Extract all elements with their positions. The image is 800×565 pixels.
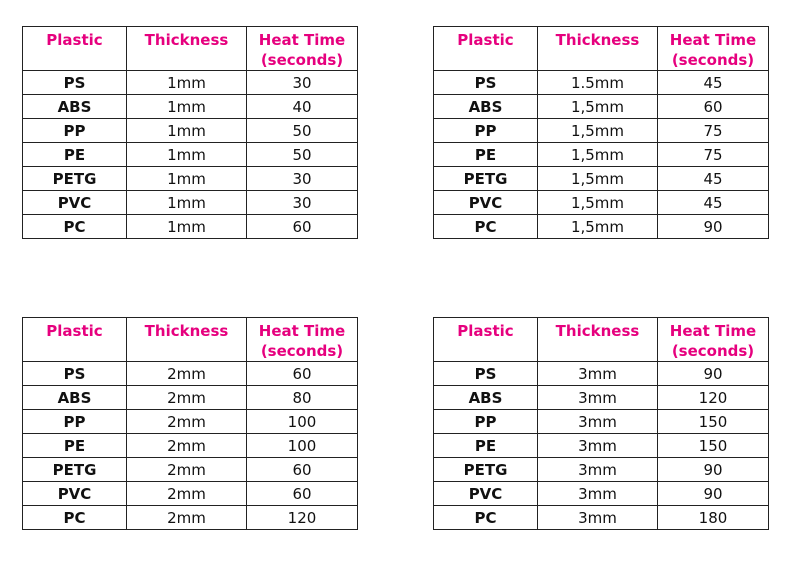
plastic-cell: PVC [23, 191, 127, 215]
table-header-row [434, 27, 769, 71]
table-row [434, 434, 769, 458]
thickness-cell: 1,5mm [538, 167, 658, 191]
thickness-cell: 3mm [538, 386, 658, 410]
header-plastic: Plastic [434, 318, 538, 362]
heat-time-cell: 30 [247, 167, 358, 191]
heat-time-cell: 180 [658, 506, 769, 530]
heat-time-cell: 150 [658, 434, 769, 458]
table-row [434, 458, 769, 482]
plastic-cell: PE [434, 434, 538, 458]
table-header-row [434, 318, 769, 362]
header-plastic: Plastic [434, 27, 538, 71]
header-heat-time-label: Heat Time [669, 31, 757, 49]
plastic-cell: PS [434, 362, 538, 386]
thickness-cell: 3mm [538, 434, 658, 458]
plastic-cell: PC [23, 215, 127, 239]
thickness-cell: 3mm [538, 482, 658, 506]
heat-time-cell: 30 [247, 71, 358, 95]
header-heat-time [247, 318, 358, 362]
plastic-cell: PETG [23, 167, 127, 191]
table-row [434, 506, 769, 530]
header-heat-time-label: Heat Time [258, 31, 346, 49]
heat-time-cell: 90 [658, 458, 769, 482]
heat-time-cell: 60 [658, 95, 769, 119]
thickness-cell: 1mm [127, 71, 247, 95]
table-row [434, 386, 769, 410]
header-plastic: Plastic [23, 27, 127, 71]
header-thickness: Thickness [127, 27, 247, 71]
table-header-row [23, 318, 358, 362]
heat-time-cell: 45 [658, 167, 769, 191]
table-row [23, 119, 358, 143]
heat-time-cell: 75 [658, 119, 769, 143]
table-row [434, 119, 769, 143]
plastic-cell: ABS [434, 386, 538, 410]
header-heat-time-label: Heat Time [669, 322, 757, 340]
table-row [434, 191, 769, 215]
table-row [23, 506, 358, 530]
heat-time-cell: 45 [658, 71, 769, 95]
thickness-cell: 1mm [127, 215, 247, 239]
header-heat-time-unit: (seconds) [260, 342, 344, 360]
heat-time-cell: 75 [658, 143, 769, 167]
thickness-cell: 2mm [127, 482, 247, 506]
thickness-cell: 1,5mm [538, 119, 658, 143]
heat-time-table-3mm [433, 317, 769, 530]
table-row [434, 362, 769, 386]
heat-time-cell: 60 [247, 362, 358, 386]
heat-time-cell: 120 [247, 506, 358, 530]
plastic-cell: PE [23, 434, 127, 458]
heat-time-cell: 150 [658, 410, 769, 434]
heat-time-cell: 100 [247, 434, 358, 458]
heat-time-cell: 90 [658, 215, 769, 239]
thickness-cell: 1,5mm [538, 95, 658, 119]
header-plastic: Plastic [23, 318, 127, 362]
plastic-cell: ABS [23, 95, 127, 119]
thickness-cell: 3mm [538, 410, 658, 434]
plastic-cell: PS [434, 71, 538, 95]
heat-time-cell: 60 [247, 482, 358, 506]
table-row [434, 167, 769, 191]
plastic-cell: PP [23, 119, 127, 143]
plastic-cell: ABS [23, 386, 127, 410]
header-heat-time [658, 318, 769, 362]
plastic-cell: PS [23, 71, 127, 95]
thickness-cell: 1mm [127, 191, 247, 215]
table-row [23, 362, 358, 386]
heat-time-table-1-5mm [433, 26, 769, 239]
plastic-cell: ABS [434, 95, 538, 119]
plastic-cell: PVC [434, 482, 538, 506]
table-row [434, 71, 769, 95]
thickness-cell: 2mm [127, 386, 247, 410]
header-heat-time-unit: (seconds) [671, 51, 755, 69]
thickness-cell: 1,5mm [538, 215, 658, 239]
plastic-cell: PE [434, 143, 538, 167]
thickness-cell: 2mm [127, 362, 247, 386]
table-row [434, 95, 769, 119]
header-heat-time-label: Heat Time [258, 322, 346, 340]
heat-time-cell: 30 [247, 191, 358, 215]
heat-time-cell: 45 [658, 191, 769, 215]
thickness-cell: 3mm [538, 458, 658, 482]
plastic-cell: PETG [434, 458, 538, 482]
table-header-row [23, 27, 358, 71]
header-heat-time [658, 27, 769, 71]
plastic-cell: PC [434, 506, 538, 530]
table-row [434, 482, 769, 506]
heat-time-cell: 50 [247, 119, 358, 143]
plastic-cell: PP [434, 119, 538, 143]
table-row [23, 167, 358, 191]
heat-time-cell: 40 [247, 95, 358, 119]
plastic-cell: PP [23, 410, 127, 434]
table-row [434, 410, 769, 434]
header-heat-time [247, 27, 358, 71]
table-row [23, 482, 358, 506]
header-heat-time-unit: (seconds) [260, 51, 344, 69]
thickness-cell: 1,5mm [538, 191, 658, 215]
heat-time-cell: 80 [247, 386, 358, 410]
plastic-cell: PC [23, 506, 127, 530]
header-thickness: Thickness [538, 318, 658, 362]
table-row [23, 386, 358, 410]
table-row [23, 95, 358, 119]
table-row [23, 215, 358, 239]
thickness-cell: 1mm [127, 167, 247, 191]
table-row [23, 143, 358, 167]
plastic-cell: PS [23, 362, 127, 386]
table-row [23, 434, 358, 458]
heat-time-cell: 50 [247, 143, 358, 167]
heat-time-cell: 100 [247, 410, 358, 434]
thickness-cell: 1mm [127, 143, 247, 167]
thickness-cell: 1.5mm [538, 71, 658, 95]
heat-time-cell: 90 [658, 362, 769, 386]
heat-time-table-2mm [22, 317, 358, 530]
thickness-cell: 1,5mm [538, 143, 658, 167]
header-thickness: Thickness [127, 318, 247, 362]
table-row [434, 143, 769, 167]
table-row [23, 410, 358, 434]
thickness-cell: 3mm [538, 362, 658, 386]
plastic-cell: PC [434, 215, 538, 239]
header-heat-time-unit: (seconds) [671, 342, 755, 360]
plastic-cell: PE [23, 143, 127, 167]
plastic-cell: PP [434, 410, 538, 434]
plastic-cell: PETG [434, 167, 538, 191]
thickness-cell: 1mm [127, 119, 247, 143]
table-row [23, 458, 358, 482]
plastic-cell: PVC [23, 482, 127, 506]
header-thickness: Thickness [538, 27, 658, 71]
heat-time-cell: 60 [247, 458, 358, 482]
plastic-cell: PETG [23, 458, 127, 482]
thickness-cell: 2mm [127, 434, 247, 458]
heat-time-cell: 90 [658, 482, 769, 506]
thickness-cell: 2mm [127, 410, 247, 434]
table-row [23, 71, 358, 95]
heat-time-cell: 60 [247, 215, 358, 239]
table-row [23, 191, 358, 215]
thickness-cell: 1mm [127, 95, 247, 119]
heat-time-cell: 120 [658, 386, 769, 410]
thickness-cell: 2mm [127, 506, 247, 530]
heat-time-table-1mm [22, 26, 358, 239]
thickness-cell: 2mm [127, 458, 247, 482]
table-row [434, 215, 769, 239]
thickness-cell: 3mm [538, 506, 658, 530]
plastic-cell: PVC [434, 191, 538, 215]
